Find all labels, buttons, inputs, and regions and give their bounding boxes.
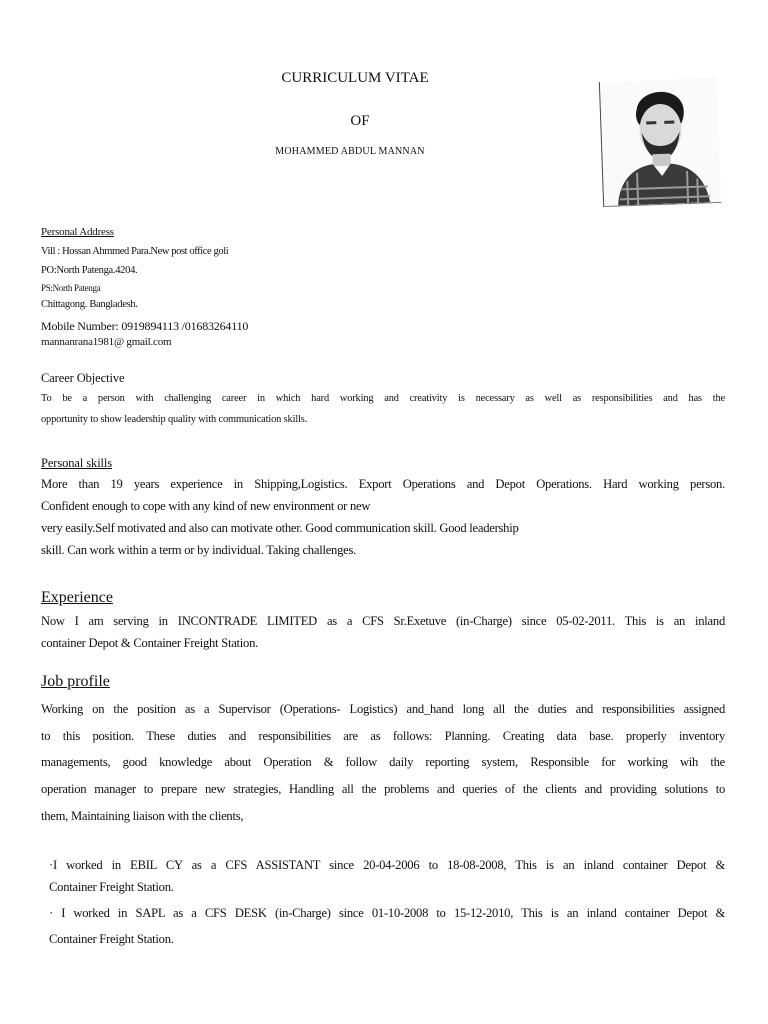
address-line-po: PO:North Patenga.4204. bbox=[41, 265, 138, 276]
job-profile-line-5: them, Maintaining liaison with the clients, bbox=[41, 809, 244, 823]
email-address: mannanrana1981@ gmail.com bbox=[41, 336, 172, 348]
job-profile-line-1: Working on the position as a Supervisor (Operations- Logistics) and_hand long all the duties and responsibilities assigned bbox=[41, 702, 725, 716]
job-profile-line-4: operation manager to prepare new strategies, Handling all the problems and queries of the clients and providing solutions to bbox=[41, 782, 725, 796]
career-objective-line-2: opportunity to show leadership quality with communication skills. bbox=[41, 414, 308, 425]
candidate-name: MOHAMMED ABDUL MANNAN bbox=[275, 146, 425, 157]
personal-skills-line-4: skill. Can work within a term or by individual. Taking challenges. bbox=[41, 543, 357, 557]
previous-job-1-line-1: ·I worked in EBIL CY as a CFS ASSISTANT since 20-04-2006 to 18-08-2008, This is an inland container Depot & bbox=[49, 858, 725, 872]
experience-heading: Experience bbox=[41, 589, 113, 606]
job-profile-line-2: to this position. These duties and responsibilities are as follows: Planning. Creating data base. properly inventory bbox=[41, 729, 725, 743]
address-line-village: Vill : Hossan Ahmmed Para.New post office goli bbox=[41, 246, 229, 257]
address-line-ps: PS:North Patenga bbox=[41, 283, 101, 293]
job-profile-heading: Job profile bbox=[41, 673, 110, 690]
experience-line-2: container Depot & Container Freight Station. bbox=[41, 636, 259, 650]
personal-address-heading: Personal Address bbox=[41, 226, 114, 238]
career-objective-heading: Career Objective bbox=[41, 371, 125, 385]
personal-skills-line-2: Confident enough to cope with any kind of new environment or new bbox=[41, 499, 371, 513]
mobile-number: Mobile Number: 0919894113 /01683264110 bbox=[41, 319, 249, 333]
job-profile-line-3: managements, good knowledge about Operation & follow daily reporting system, Responsible for working wih the bbox=[41, 755, 725, 769]
address-line-city: Chittagong. Bangladesh. bbox=[41, 299, 138, 310]
previous-job-2-line-2: Container Freight Station. bbox=[49, 932, 174, 946]
personal-skills-line-3: very easily.Self motivated and also can motivate other. Good communication skill. Good leadership bbox=[41, 521, 519, 535]
profile-photo bbox=[599, 78, 721, 207]
experience-line-1: Now I am serving in INCONTRADE LIMITED as a CFS Sr.Exetuve (in-Charge) since 05-02-2011. This is an inland bbox=[41, 614, 725, 628]
previous-job-2-line-1: · I worked in SAPL as a CFS DESK (in-Charge) since 01-10-2008 to 15-12-2010, This is an inland container Depot & bbox=[49, 906, 725, 920]
previous-job-1-line-2: Container Freight Station. bbox=[49, 880, 174, 894]
document-title: CURRICULUM VITAE bbox=[281, 70, 429, 86]
career-objective-line-1: To be a person with challenging career in which hard working and creativity is necessary as well as responsibilities and has the bbox=[41, 393, 725, 404]
personal-skills-line-1: More than 19 years experience in Shipping,Logistics. Export Operations and Depot Operations. Hard working person. bbox=[41, 477, 725, 491]
title-of: OF bbox=[350, 113, 370, 129]
personal-skills-heading: Personal skills bbox=[41, 456, 113, 470]
